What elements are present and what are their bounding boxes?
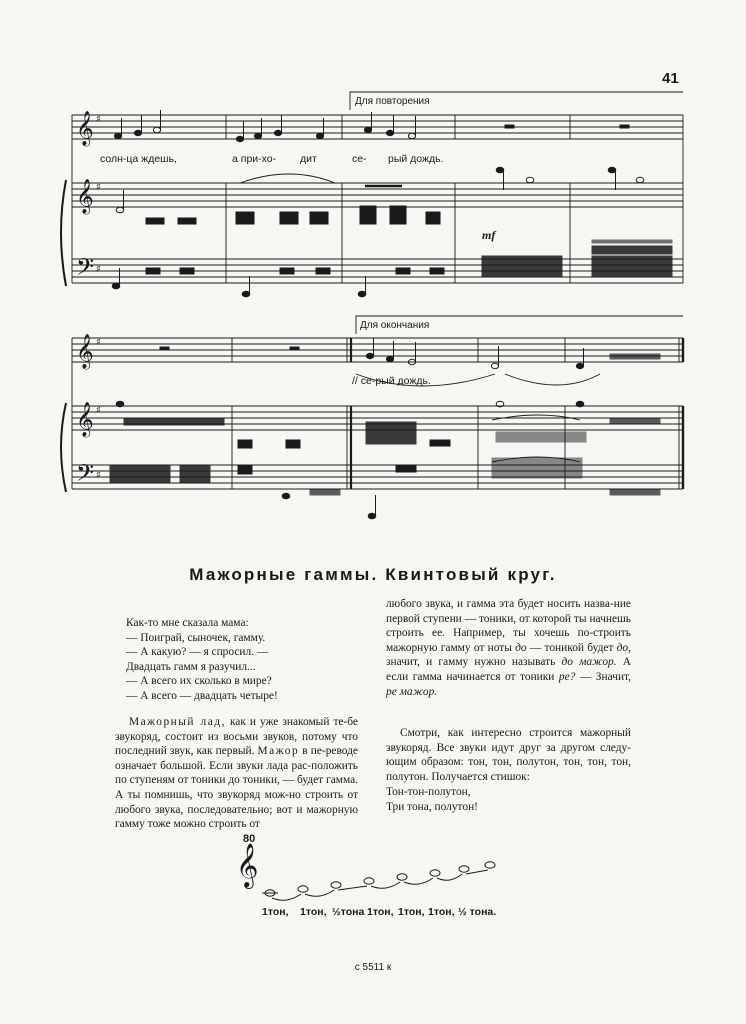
lyric-2: а при-хо- <box>232 153 277 165</box>
scale-do-major: до мажор. <box>561 656 617 669</box>
poem-line: — А какую? — я спросил. — <box>126 646 269 659</box>
right-paragraph-2-text: Смотри, как интересно строится мажорный звукоряд. Все звуки идут друг за другом следу-ющим образом: тон, тон, полутон, тон, тон, тон, полутон. Получается стишок: <box>386 727 631 783</box>
right-paragraph-text-4: А если гамма начинается от тоники <box>386 656 631 683</box>
svg-text:♯: ♯ <box>96 337 101 348</box>
lyric-5: рый дождь. <box>388 153 444 165</box>
svg-text:♯: ♯ <box>96 182 101 193</box>
interval-2: 1тон, <box>300 906 327 918</box>
term-major: Мажор <box>257 745 300 758</box>
right-paragraph-text-3: значит, и гамму нужно называть <box>386 656 562 669</box>
poem-line: Двадцать гамм я разучил... <box>126 660 256 673</box>
page-number: 41 <box>662 70 679 87</box>
mnemonic <box>386 785 631 814</box>
interval-5: 1тон, <box>398 906 425 918</box>
lyric-3: дит <box>300 153 317 165</box>
right-paragraph <box>386 597 631 699</box>
interval-4: 1тон, <box>367 906 394 918</box>
dynamic-mf: mf <box>482 228 496 242</box>
svg-text:♯: ♯ <box>96 114 101 125</box>
poem-line: — Поиграй, сыночек, гамму. <box>126 631 266 644</box>
poem <box>126 616 356 704</box>
right-paragraph-text-2: — тоникой будет <box>526 641 617 654</box>
svg-text:𝄢: 𝄢 <box>76 253 95 286</box>
scale-re-major: ре мажор. <box>386 685 438 698</box>
note-re: ре? <box>558 670 576 683</box>
left-paragraph-text-2: в пе-реводе означает большой. Если звуки лада рас-положить по ступеням от тоники до тоники, — будет гамма. А ты помнишь, что звукоряд мож-но строить от любого звука, последовательно; вот и мажорную гамму тоже можно строить от <box>115 745 358 831</box>
interval-6: 1тон, <box>428 906 455 918</box>
interval-3: ½тона <box>332 906 365 918</box>
svg-text:𝄞: 𝄞 <box>236 843 259 887</box>
poem-line: Как-то мне сказала мама: <box>126 617 249 629</box>
poem-line: — А всего — двадцать четыре! <box>126 689 278 702</box>
example-number: 80 <box>243 833 256 845</box>
interval-7: ½ тона. <box>458 906 497 918</box>
lyric-1: солн-ца ждешь, <box>100 153 177 165</box>
svg-text:♯: ♯ <box>96 405 101 416</box>
footer-code: с 5511 к <box>354 962 392 973</box>
interval-1: 1тон, <box>262 906 289 918</box>
poem-line: — А всего их сколько в мире? <box>126 675 272 688</box>
staff-voice-1 <box>72 115 683 139</box>
svg-text:♯: ♯ <box>96 264 101 275</box>
mnemonic-line-2: Три тона, полутон! <box>386 800 478 813</box>
lyric-ending: // се-рый дождь. <box>352 375 431 387</box>
svg-text:𝄞: 𝄞 <box>76 111 94 146</box>
right-paragraph-text-1: любого звука, и гамма эта будет носить назва-ние первой ступени — тоники, от которой ты начнешь строить ее. Например, ты хочешь по-строить мажорную гамму от ноты <box>386 598 631 654</box>
svg-text:𝄞: 𝄞 <box>76 334 94 369</box>
staff-piano-bass-1 <box>72 259 683 283</box>
section-title: Мажорные гаммы. Квинтовый круг. <box>189 565 557 584</box>
svg-text:𝄞: 𝄞 <box>76 402 94 437</box>
note-do: до <box>515 641 527 654</box>
left-paragraph-text-1: как и уже знакомый те-бе звукоряд, состоит из восьми звуков, потому что последний звук, как первый. <box>115 716 358 758</box>
mnemonic-line-1: Тон-тон-полутон, <box>386 786 471 798</box>
right-paragraph-text-5: — Значит, <box>575 670 632 683</box>
repeat-label: Для повторения <box>355 96 430 107</box>
note-do-2: до, <box>616 641 631 654</box>
ending-label: Для окончания <box>360 320 430 331</box>
svg-text:𝄢: 𝄢 <box>76 459 95 492</box>
svg-text:𝄞: 𝄞 <box>76 179 94 214</box>
lyric-4: се- <box>352 153 367 165</box>
svg-text:♯: ♯ <box>96 470 101 481</box>
left-paragraph <box>115 715 358 832</box>
term-major-mode: Мажорный лад, <box>129 716 226 728</box>
right-paragraph-2 <box>386 726 631 784</box>
